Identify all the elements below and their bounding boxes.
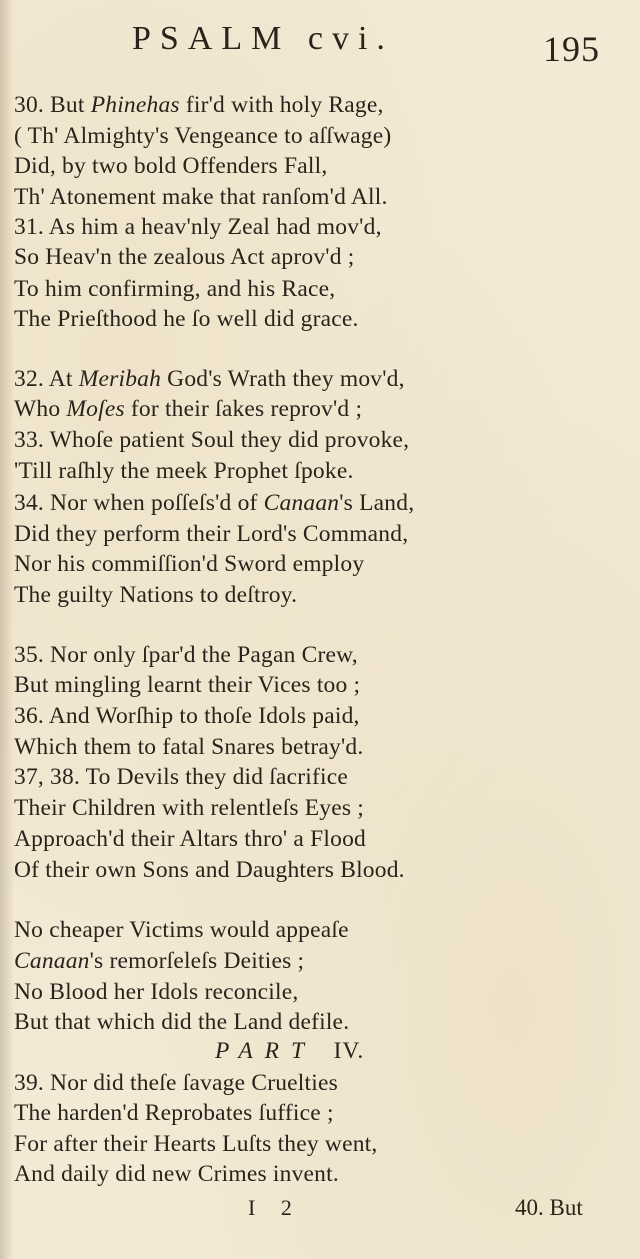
verse-text-segment: 's remorſeleſs Deities ; [89,948,305,974]
verse-line [14,1131,377,1158]
verse-text-segment: 'Till raſhly the meek Prophet ſpoke. [14,458,354,484]
verse-text-segment: And daily did new Crimes invent. [14,1161,339,1187]
page-gutter-shadow [0,0,14,1259]
verse-text-segment: for their ſakes reprov'd ; [124,396,363,422]
verse-text-segment: 35. Nor only ſpar'd the Pagan Crew, [14,642,358,668]
italic-proper-name: Moſes [66,396,125,422]
signature-mark: I 2 [248,1195,302,1220]
verse-text-segment: But that which did the Land defile. [14,1009,350,1035]
verse-text-segment: Nor his commiſſion'd Sword employ [14,551,365,577]
verse-text-segment: Th' Atonement make that ranſom'd All. [14,184,388,210]
verse-text-segment: But mingling learnt their Vices too ; [14,672,361,698]
verse-text-segment: 34. Nor when poſſeſs'd of [14,490,264,516]
verse-line [14,366,405,393]
verse-line [14,672,360,699]
catchword: 40. But [515,1195,583,1220]
verse-text-segment: No Blood her Idols reconcile, [14,979,299,1005]
italic-proper-name: Canaan [14,948,90,974]
part-heading-number: IV. [333,1038,365,1064]
verse-line [14,703,360,730]
italic-proper-name: Canaan [263,490,340,516]
verse-line [14,764,348,791]
verse-line [14,276,335,303]
verse-text-segment: The Prieſthood he ſo well did grace. [14,306,359,332]
verse-text-segment: 36. And Worſhip to thoſe Idols paid, [14,703,360,729]
verse-text-segment: 39. Nor did theſe ſavage Cruelties [14,1070,338,1096]
verse-line [14,1070,338,1097]
verse-line [14,551,364,578]
verse-line [14,582,297,609]
verse-line [14,184,388,211]
verse-line [14,521,408,548]
verse-line [14,123,391,150]
verse-line [14,857,405,884]
verse-text-segment: No cheaper Victims would appeaſe [14,917,349,943]
verse-line [14,427,409,454]
verse-line [14,1161,339,1188]
verse-text-segment: 33. Whoſe patient Soul they did provoke, [14,427,410,453]
verse-text-segment: Did they perform their Lord's Command, [14,521,409,547]
verse-text-segment: 's Land, [339,490,415,516]
verse-text-segment: 37, 38. To Devils they did ſacrifice [14,764,349,790]
verse-line [14,153,327,180]
verse-line [14,490,414,517]
italic-proper-name: Phinehas [90,92,180,118]
verse-line [14,979,298,1006]
verse-line [14,795,364,822]
verse-line [14,244,354,271]
verse-text-segment: 31. As him a heav'nly Zeal had mov'd, [14,214,382,240]
verse-line [14,396,362,423]
verse-line [14,948,304,975]
verse-text-segment: Their Children with relentleſs Eyes ; [14,795,365,821]
verse-line [14,92,384,119]
verse-line [14,826,366,853]
verse-text-segment: Which them to fatal Snares betray'd. [14,734,364,760]
page-number: 195 [543,29,600,69]
verse-line [14,1009,349,1036]
verse-line [14,642,358,669]
verse-text-segment: The harden'd Reprobates ſuffice ; [14,1100,334,1126]
running-header-title: PSALM cvi. [132,20,394,57]
verse-text-segment: For after their Hearts Luſts they went, [14,1131,378,1157]
italic-proper-name: Meribah [78,366,162,392]
verse-line [14,458,354,485]
verse-line [14,306,359,333]
verse-text-segment: Did, by two bold Offenders Fall, [14,153,328,179]
verse-text-segment: To him confirming, and his Race, [14,276,336,302]
verse-text-segment: fir'd with holy Rage, [179,92,384,118]
verse-text-segment: 30. But [14,92,91,118]
verse-line [14,734,363,761]
verse-text-segment: ( Th' Almighty's Vengeance to aſſwage) [14,123,392,149]
verse-line [14,1100,334,1127]
verse-text-segment: Approach'd their Altars thro' a Flood [14,826,366,852]
verse-text-segment: Of their own Sons and Daughters Blood. [14,857,405,883]
part-heading-word: PART [215,1038,316,1064]
verse-text-segment: 32. At [14,366,79,392]
verse-text-segment: God's Wrath they mov'd, [161,366,405,392]
verse-text-segment: So Heav'n the zealous Act aprov'd ; [14,244,355,270]
verse-line [14,214,382,241]
verse-text-segment: The guilty Nations to deſtroy. [14,582,298,608]
part-heading [215,1038,364,1065]
verse-line [14,917,349,944]
verse-text-segment: Who [14,396,67,422]
